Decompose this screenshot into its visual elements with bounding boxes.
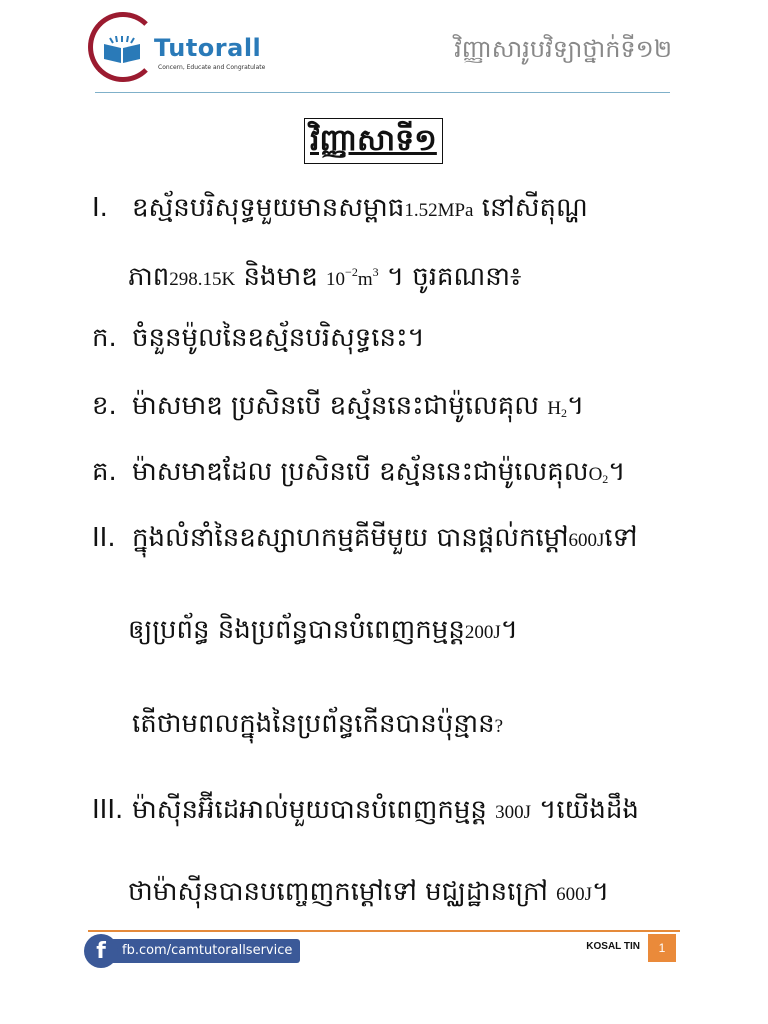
- book-icon: [102, 36, 142, 64]
- part-c-label: គ.: [92, 457, 117, 487]
- problem1-number: I.: [92, 193, 108, 223]
- temperature-value: 298.15K: [169, 269, 236, 290]
- problem2-line2: [128, 612, 518, 651]
- part-b-text: ម៉ាសមាឌ ប្រសិនបើ ឧស្ម័ននេះជាម៉ូលេគុល: [132, 391, 548, 421]
- problem3-number: III.: [92, 795, 124, 825]
- problem2-work-value: 200J: [464, 622, 501, 643]
- problem1-line2-text: ភាព: [128, 262, 170, 292]
- subject-title: វិញ្ញាសារូបវិទ្យាថ្នាក់ទី១២: [454, 35, 672, 63]
- part-a-label: ក.: [92, 323, 117, 353]
- problem1-part-a: [92, 320, 425, 356]
- problem1-line1-tail: នៅសីតុណ្ហ: [473, 193, 588, 223]
- problem3-line1-tail: ។យើងដឹង: [531, 795, 639, 825]
- part-b-subscript: 2: [561, 406, 568, 420]
- volume-exponent: −2: [345, 265, 358, 279]
- problem1-line2: [128, 254, 521, 298]
- part-c-subscript: 2: [602, 472, 609, 486]
- problem1-line2-mid: និងមាឌ: [235, 262, 327, 292]
- problem3-line1-text: ម៉ាស៊ីនអ៊ីដេអាល់មួយបានបំពេញកម្មន្ត: [132, 795, 496, 825]
- problem2-question-text: តើថាមពលក្នុងនៃប្រព័ន្ធកើនបានប៉ុន្មាន: [132, 709, 495, 739]
- problem2-line1-tail: ទៅ: [604, 523, 638, 553]
- part-c-text: ម៉ាសមាឌដែល ប្រសិនបើ ឧស្ម័ននេះជាម៉ូលេគុល: [132, 457, 589, 487]
- problem2-line2-text: ឲ្យប្រព័ន្ធ និងប្រព័ន្ធបានបំពេញកម្មន្ត: [128, 615, 465, 645]
- problem2-question: [132, 706, 503, 745]
- problem2-heat-value: 600J: [568, 530, 605, 551]
- part-c-end: ។: [608, 457, 626, 487]
- pressure-value: 1.52MPa: [404, 200, 474, 221]
- problem3-work-value: 300J: [495, 802, 532, 823]
- part-b-formula: H: [547, 398, 562, 419]
- part-a-text: ចំនួនម៉ូលនៃឧស្ម័នបរិសុទ្ធនេះ។: [132, 323, 425, 353]
- part-b-label: ខ.: [92, 391, 117, 421]
- page-number: 1: [648, 934, 676, 962]
- problem3-line1: [92, 792, 639, 831]
- problem1-part-c: [92, 454, 625, 497]
- problem3-line2-text: ថាម៉ាស៊ីនបានបញ្ចេញកម្តៅទៅ មជ្ឈដ្ឋានក្រៅ: [128, 877, 557, 907]
- part-b-end: ។: [567, 391, 585, 421]
- author-name: KOSAL TIN: [586, 941, 640, 952]
- problem2-line1-text: ក្នុងលំនាំនៃឧស្សាហកម្មគីមីមួយ បានផ្តល់កម្តៅ: [132, 523, 569, 553]
- facebook-url[interactable]: fb.com/camtutorallservice: [110, 939, 300, 963]
- problem1-text: ឧស្ម័នបរិសុទ្ធមួយមានសម្ពាធ: [132, 193, 405, 223]
- problem3-heat-value: 600J: [556, 884, 593, 905]
- logo-tagline: Concern, Educate and Congratulate: [158, 64, 266, 71]
- page-header: [0, 0, 768, 100]
- header-divider: [95, 92, 670, 93]
- facebook-icon[interactable]: f: [84, 934, 118, 968]
- page-title: វិញ្ញាសាទី១: [304, 118, 443, 164]
- problem3-line2-tail: ។: [592, 877, 610, 907]
- volume-base: 10: [326, 269, 346, 290]
- logo-name: Tutorall: [154, 34, 262, 62]
- problem1-part-b: [92, 388, 584, 431]
- problem2-line2-tail: ។: [500, 615, 518, 645]
- tutorall-logo: [88, 12, 288, 86]
- footer-divider: [88, 930, 680, 932]
- problem2-line1: [92, 520, 637, 559]
- problem1-line1: [92, 190, 588, 229]
- volume-unit: m: [357, 269, 373, 290]
- problem1-line2-tail: ។ ចូរគណនា៖: [378, 262, 522, 292]
- part-c-formula: O: [588, 464, 603, 485]
- problem2-number: II.: [92, 523, 116, 553]
- problem3-line2: [128, 874, 609, 913]
- volume-unit-exponent: 3: [372, 265, 379, 279]
- question-mark: ?: [494, 716, 504, 737]
